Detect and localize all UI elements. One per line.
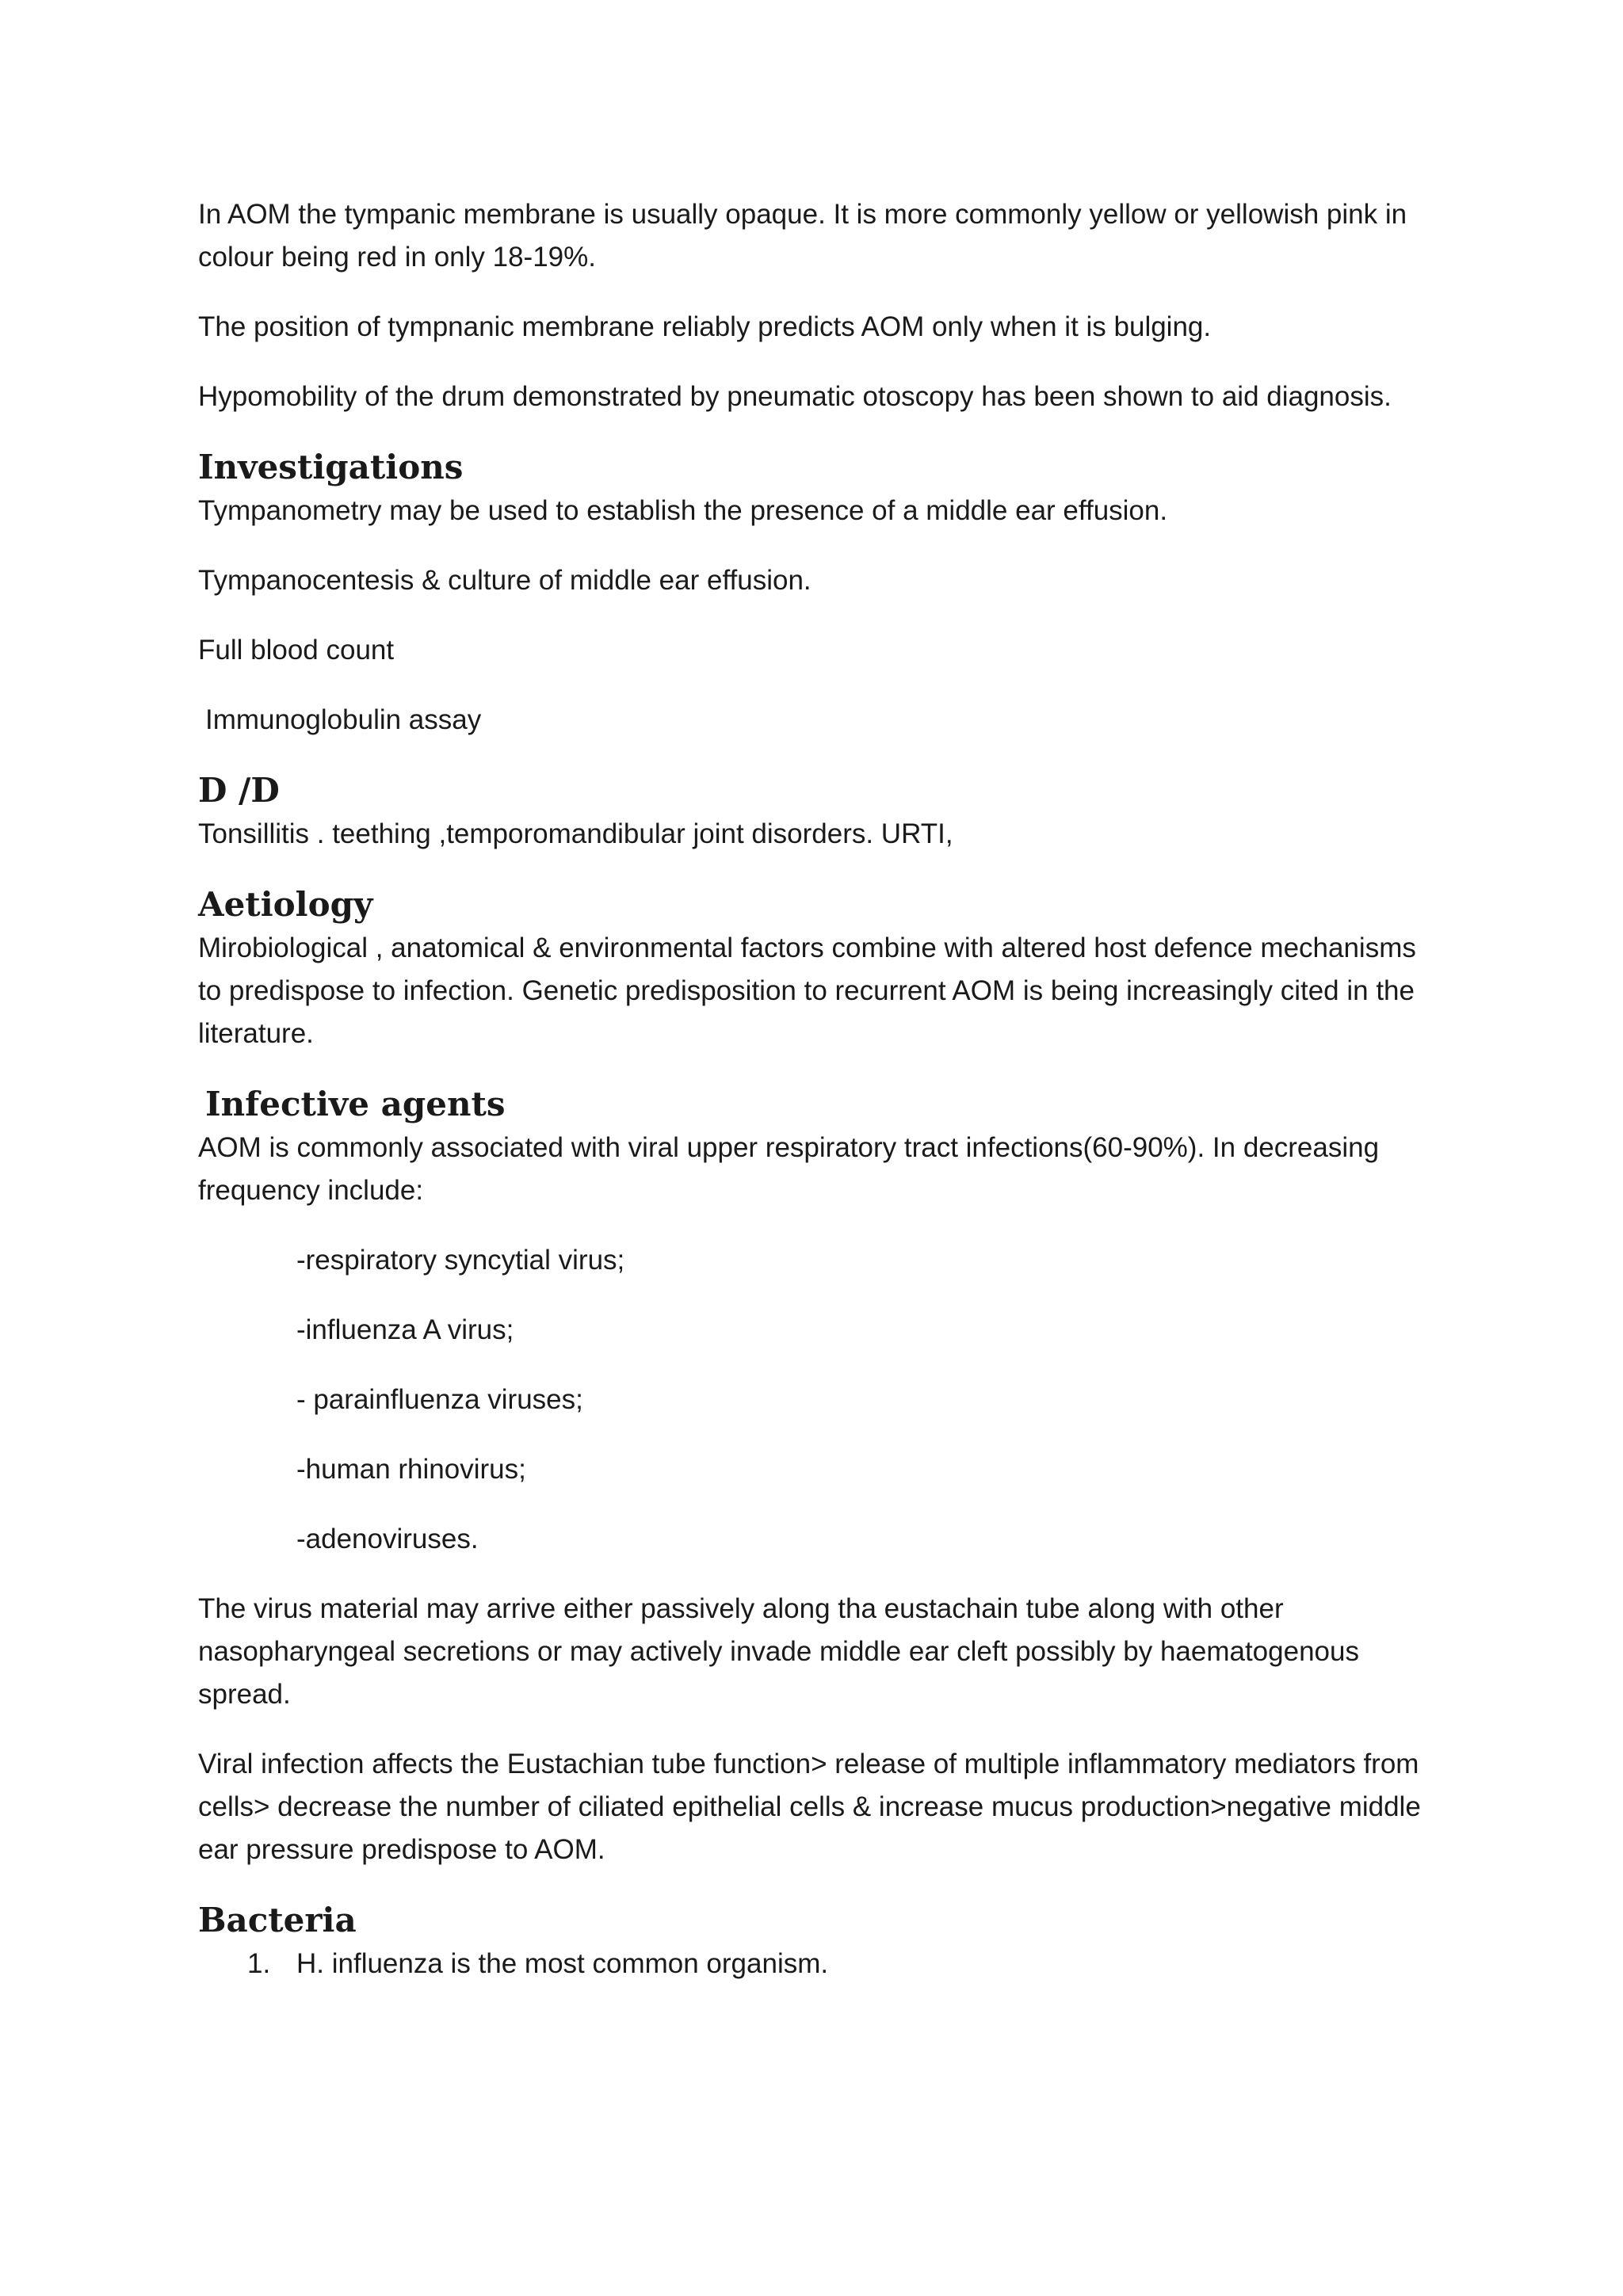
list-number: 1. [247,1948,271,1979]
virus-item-3: - parainfluenza viruses; [296,1384,583,1415]
virus-item-5: -adenoviruses. [296,1524,479,1554]
document-page [198,193,1442,1985]
bacteria-list-item [198,1943,1442,1985]
aetiology-heading: Aetiology [198,885,373,924]
intro-paragraph-1: In AOM the tympanic membrane is usually opaque. It is more commonly yellow or yellowish pink in colour being red in only 18-19%. [198,199,1407,273]
dd-heading: D /D [198,771,280,810]
virus-item-2: -influenza A virus; [296,1314,514,1345]
intro-paragraph-3: Hypomobility of the drum demonstrated by pneumatic otoscopy has been shown to aid diagnosis. [198,381,1392,412]
list-text: H. influenza is the most common organism. [296,1948,829,1979]
eustachian-paragraph: Viral infection affects the Eustachian tube function> release of multiple inflammatory mediators from cells> decrease the number of ciliated epithelial cells & increase mucus production>negative middle ear pressure predispose to AOM. [198,1749,1421,1865]
virus-spread-paragraph: The virus material may arrive either passively along tha eustachain tube along with other nasopharyngeal secretions or may actively invade middle ear cleft possibly by haematogenous spread. [198,1593,1359,1710]
dd-text: Tonsillitis . teething ,temporomandibular joint disorders. URTI, [198,818,953,849]
aetiology-text: Mirobiological , anatomical & environmental factors combine with altered host defence mechanisms to predispose to infection. Genetic predisposition to recurrent AOM is being increasingly cited in the literature. [198,933,1416,1049]
investigations-heading: Investigations [198,448,464,486]
virus-item-4: -human rhinovirus; [296,1454,526,1485]
bacteria-heading: Bacteria [198,1901,357,1939]
virus-item-1: -respiratory syncytial virus; [296,1245,625,1276]
investigation-item-2: Tympanocentesis & culture of middle ear effusion. [198,565,812,596]
investigation-item-3: Full blood count [198,635,395,666]
intro-paragraph-2: The position of tympnanic membrane reliably predicts AOM only when it is bulging. [198,311,1212,342]
investigation-item-4: Immunoglobulin assay [205,704,482,735]
infective-agents-heading: Infective agents [205,1085,506,1123]
investigation-item-1: Tympanometry may be used to establish the presence of a middle ear effusion. [198,495,1168,526]
infective-agents-intro: AOM is commonly associated with viral upper respiratory tract infections(60-90%). In decreasing frequency include: [198,1132,1380,1206]
